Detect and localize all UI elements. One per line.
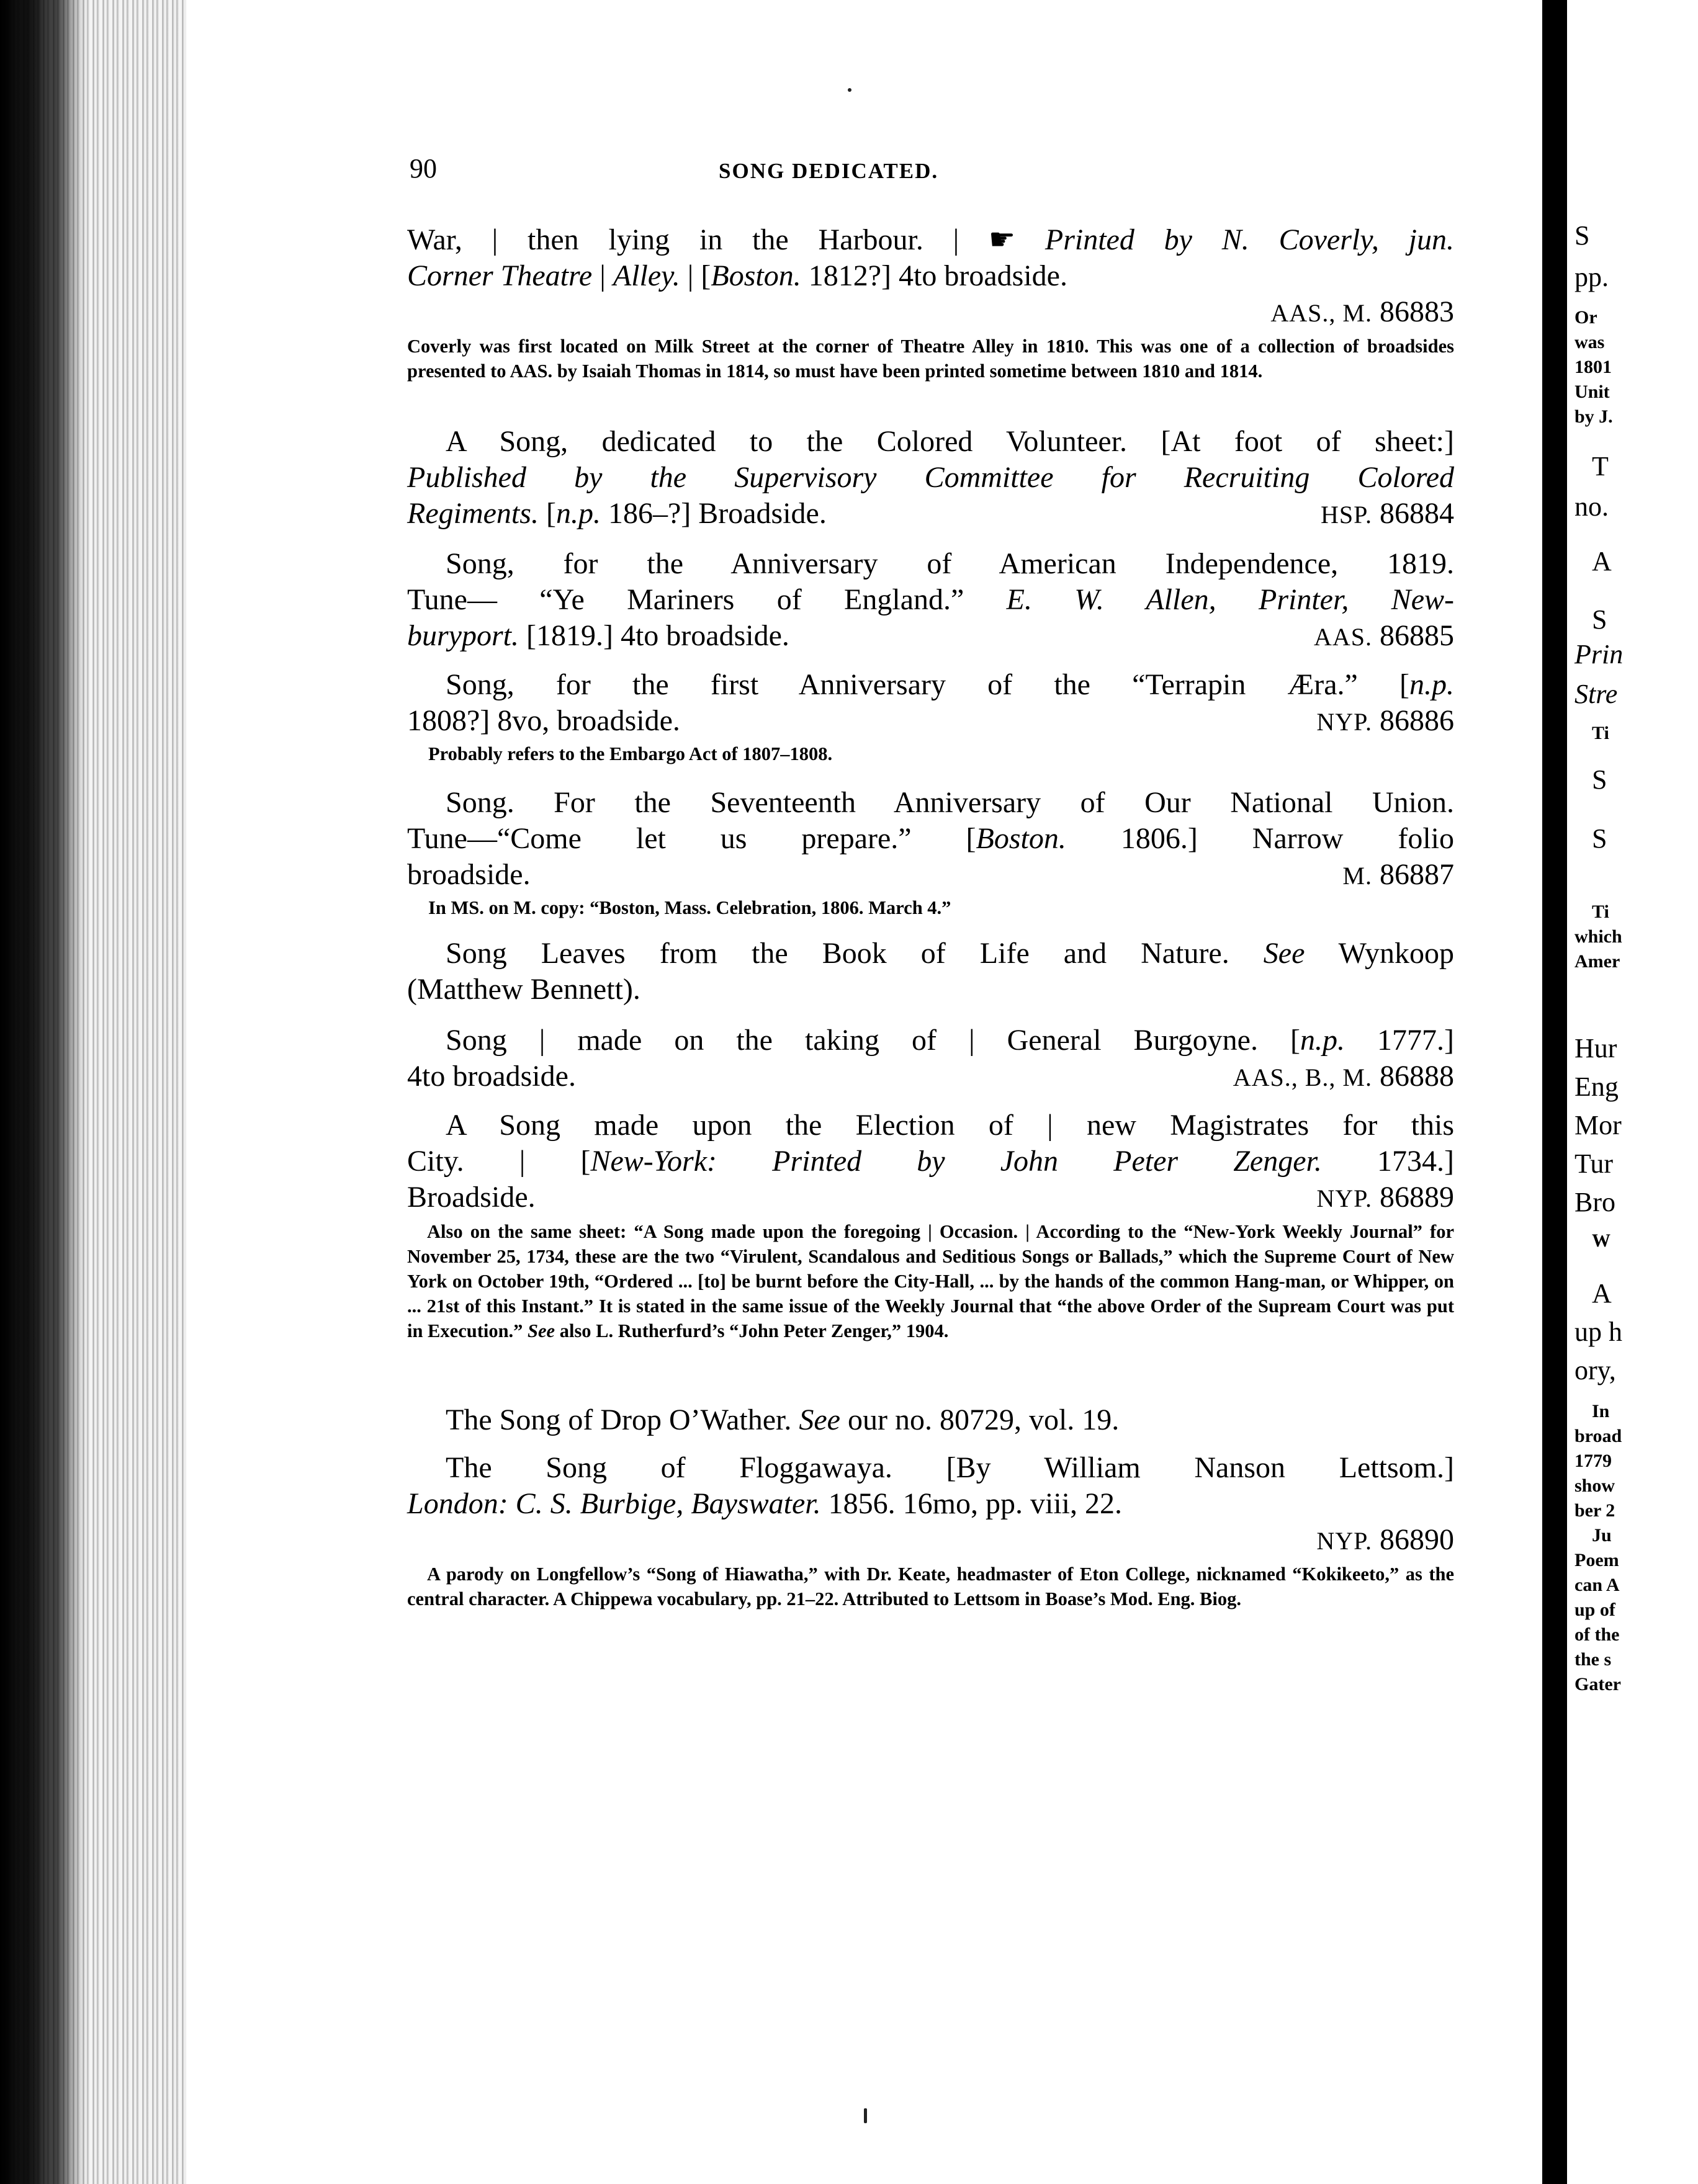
facing-page-fragment: Stre	[1574, 679, 1618, 709]
entry-line: Tune— “Ye Mariners of England.” E. W. Allen, Printer, New-	[407, 583, 1454, 616]
facing-page-fragment: pp.	[1574, 262, 1609, 292]
facing-page-fragment: S	[1592, 823, 1607, 854]
book-spine-edge	[0, 0, 186, 2184]
facing-page-fragment: Ti	[1592, 723, 1609, 743]
entry-line: Broadside. NYP. 86889	[407, 1179, 1454, 1217]
running-head: SONG DEDICATED.	[719, 159, 939, 183]
facing-page-fragment: up h	[1574, 1317, 1622, 1347]
entry-line: City. | [New-York: Printed by John Peter Zenger. 1734.]	[407, 1145, 1454, 1178]
entry-86887	[407, 785, 1454, 920]
facing-page-fragment: Ju	[1592, 1525, 1612, 1546]
facing-page-fragment: of the	[1574, 1624, 1620, 1645]
entry-line: London: C. S. Burbige, Bayswater. 1856. 16mo, pp. viii, 22.	[407, 1487, 1122, 1520]
facing-page-fragment: ory,	[1574, 1355, 1616, 1385]
facing-page-fragment: In	[1592, 1401, 1610, 1421]
entry-xref-wynkoop	[407, 936, 1454, 1008]
entry-number: M. 86887	[1342, 858, 1454, 891]
entry-line: Song Leaves from the Book of Life and Nature. See Wynkoop	[446, 937, 1454, 970]
entry-line: 4to broadside. AAS., B., M. 86888	[407, 1058, 1454, 1096]
entry-line: Song, for the first Anniversary of the “Terrapin Æra.” [n.p.	[446, 668, 1454, 701]
facing-page-fragment: was	[1574, 332, 1605, 352]
entry-number: NYP. 86886	[1316, 704, 1454, 737]
facing-page-fragment: ber 2	[1574, 1500, 1615, 1521]
facing-page-fragment: no.	[1574, 491, 1609, 522]
facing-page-fragment: Bro	[1574, 1187, 1615, 1217]
facing-page-fragment: Gater	[1574, 1674, 1621, 1694]
page-gutter	[1542, 0, 1567, 2184]
entry-line: A Song, dedicated to the Colored Volunteer. [At foot of sheet:]	[446, 425, 1454, 458]
facing-page-fragment: 1801	[1574, 357, 1612, 377]
entry-line: Published by the Supervisory Committee for Recruiting Colored	[407, 461, 1454, 494]
entry-line: Song | made on the taking of | General Burgoyne. [n.p. 1777.]	[446, 1024, 1455, 1057]
entry-note: In MS. on M. copy: “Boston, Mass. Celebration, 1806. March 4.”	[428, 897, 951, 918]
facing-page-fragment: can A	[1574, 1575, 1620, 1595]
facing-page-fragment: Hur	[1574, 1033, 1617, 1063]
entry-86886	[407, 667, 1454, 766]
entry-line: The Song of Drop O’Wather. See our no. 80729, vol. 19.	[446, 1403, 1120, 1436]
print-speck	[864, 2108, 867, 2123]
facing-page-fragment: Amer	[1574, 951, 1620, 972]
entry-note: A parody on Longfellow’s “Song of Hiawatha,” with Dr. Keate, headmaster of Eton College, nicknamed “Kokikeeto,” as the central character. A Chippewa vocabulary, pp. 21–22. Attributed to Lettsom in Boase’s Mod. Eng. Biog.	[407, 1564, 1454, 1609]
entry-line: Regiments. [n.p. 186–?] Broadside. HSP. 86884	[407, 496, 1454, 533]
entry-number: NYP. 86889	[1316, 1181, 1454, 1214]
entry-note: Also on the same sheet: “A Song made upon the foregoing | Occasion. | According to the “New-York Weekly Journal” for November 25, 1734, these are the two “Virulent, Scandalous and Seditious Songs or Ballads,” which the Supreme Court of New York on October 19th, “Ordered ... [to] be burnt before the City-Hall, ... by the hands of the common Hang-man, or Whipper, on ... 21st of this Instant.” It is stated in the same issue of the Weekly Journal that “the above Order of the Supream Court was put in Execution.” See also L. Rutherfurd’s “John Peter Zenger,” 1904.	[407, 1221, 1454, 1341]
entry-number: HSP. 86884	[1321, 497, 1454, 530]
facing-page	[1567, 0, 1698, 2184]
entry-line: (Matthew Bennett).	[407, 973, 640, 1006]
entry-number: AAS., B., M. 86888	[1233, 1060, 1454, 1093]
facing-page-fragment: Eng	[1574, 1072, 1619, 1102]
facing-page-fragment: Prin	[1574, 639, 1624, 669]
page-number: 90	[410, 153, 437, 184]
facing-page-fragment: Ti	[1592, 902, 1609, 922]
entry-number: AAS., M. 86883	[1270, 295, 1454, 328]
entry-line: Corner Theatre | Alley. | [Boston. 1812?] 4to broadside.	[407, 259, 1067, 292]
facing-page-fragment: up of	[1574, 1600, 1615, 1620]
facing-page-fragment: W	[1592, 1230, 1610, 1251]
pointing-hand-icon: ☛	[989, 223, 1016, 256]
entry-line: Song, for the Anniversary of American Independence, 1819.	[446, 547, 1454, 580]
facing-page-fragment: T	[1592, 451, 1609, 481]
entry-line: A Song made upon the Election of | new Magistrates for this	[446, 1109, 1454, 1142]
facing-page-fragment: broad	[1574, 1426, 1622, 1446]
facing-page-fragment: A	[1592, 1278, 1612, 1309]
facing-page-fragment: Mor	[1574, 1110, 1622, 1140]
entry-note: Probably refers to the Embargo Act of 1807–1808.	[428, 743, 833, 764]
facing-page-fragment: show	[1574, 1475, 1615, 1496]
entry-line: Song. For the Seventeenth Anniversary of Our National Union.	[446, 786, 1454, 819]
entry-number: NYP. 86890	[1316, 1523, 1454, 1556]
facing-page-fragment: 1779	[1574, 1451, 1612, 1471]
entry-86888	[407, 1023, 1454, 1096]
entry-line: Tune—“Come let us prepare.” [Boston. 1806.] Narrow folio	[407, 822, 1454, 855]
facing-page-fragment: Unit	[1574, 382, 1610, 402]
facing-page-fragment: which	[1574, 926, 1622, 947]
entry-86885	[407, 546, 1454, 655]
facing-page-fragment: S	[1574, 220, 1590, 251]
facing-page-fragment: the s	[1574, 1649, 1612, 1670]
entry-86889	[407, 1108, 1454, 1343]
entry-xref-drop-owather	[407, 1402, 1454, 1438]
entry-note: Coverly was first located on Milk Street at the corner of Theatre Alley in 1810. This was one of a collection of broadsides presented to AAS. by Isaiah Thomas in 1814, so must have been printed sometime between 1810 and 1814.	[407, 336, 1454, 382]
entry-line: broadside. M. 86887	[407, 857, 1454, 894]
entry-number: AAS. 86885	[1313, 619, 1454, 652]
entry-86883	[407, 222, 1454, 383]
facing-page-fragment: Poem	[1574, 1550, 1619, 1570]
facing-page-fragment: S	[1592, 764, 1607, 795]
facing-page-fragment: S	[1592, 604, 1607, 635]
entry-86884	[407, 424, 1454, 533]
entry-line: The Song of Floggawaya. [By William Nanson Lettsom.]	[446, 1451, 1454, 1484]
facing-page-fragment: A	[1592, 546, 1612, 576]
facing-page-fragment: Tur	[1574, 1148, 1613, 1179]
entry-line: buryport. [1819.] 4to broadside. AAS. 86885	[407, 618, 1454, 655]
entry-line: 1808?] 8vo, broadside. NYP. 86886	[407, 703, 1454, 740]
entry-86890	[407, 1450, 1454, 1611]
entry-line: War, | then lying in the Harbour. | ☛ Printed by N. Coverly, jun.	[407, 223, 1455, 256]
print-speck	[848, 88, 851, 92]
facing-page-fragment: by J.	[1574, 406, 1613, 427]
facing-page-fragment: Or	[1574, 307, 1597, 328]
